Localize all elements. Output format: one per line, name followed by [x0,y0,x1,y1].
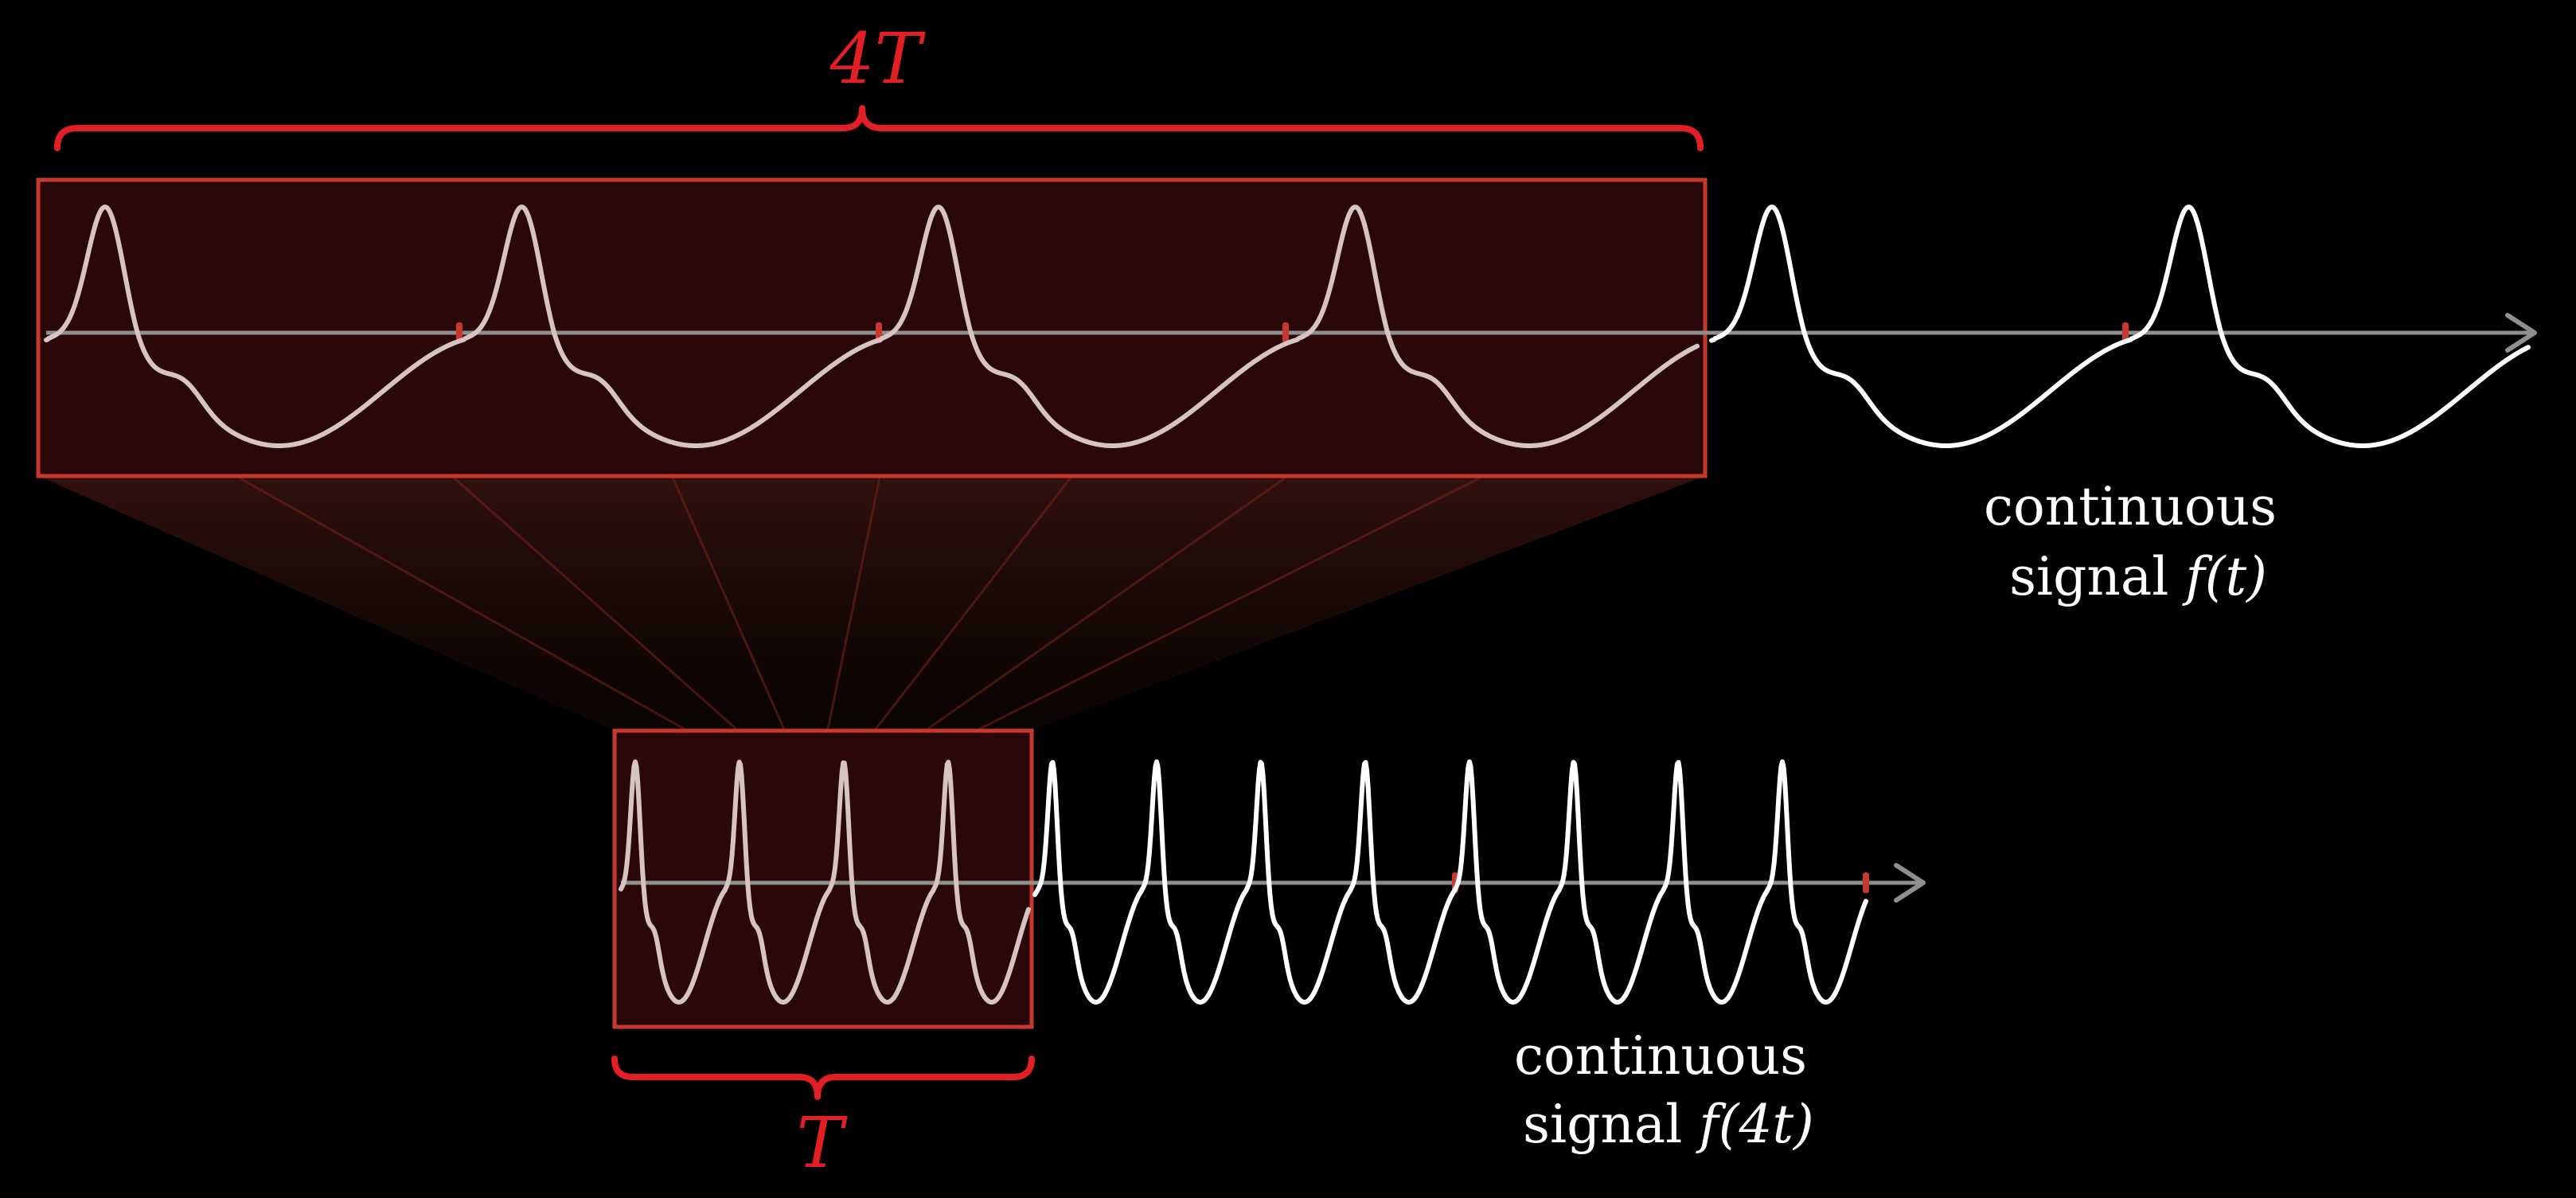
top-signal-caption-line1: continuous [1984,476,2277,537]
top-window-duration-label: 4T [829,18,922,100]
top-window-box [38,180,1705,476]
bottom-signal-function: f(4t) [1699,1094,1814,1155]
top-signal-function: f(t) [2185,546,2267,607]
bottom-signal-caption-word: signal [1523,1094,1683,1155]
curly-brace-icon [615,1059,1032,1097]
bottom-window-box [615,731,1032,1027]
top-signal-wave [1711,207,2528,446]
period-tick [1282,322,1289,343]
curly-brace-icon [57,108,1700,148]
top-signal-caption-line2 [2009,546,2267,607]
bottom-signal-caption-line1: continuous [1514,1025,1807,1087]
period-tick [1863,872,1869,893]
bottom-signal-caption-line2 [1523,1094,1814,1155]
bottom-window-duration-label: T [796,1102,844,1184]
top-signal-caption-word: signal [2009,546,2169,607]
